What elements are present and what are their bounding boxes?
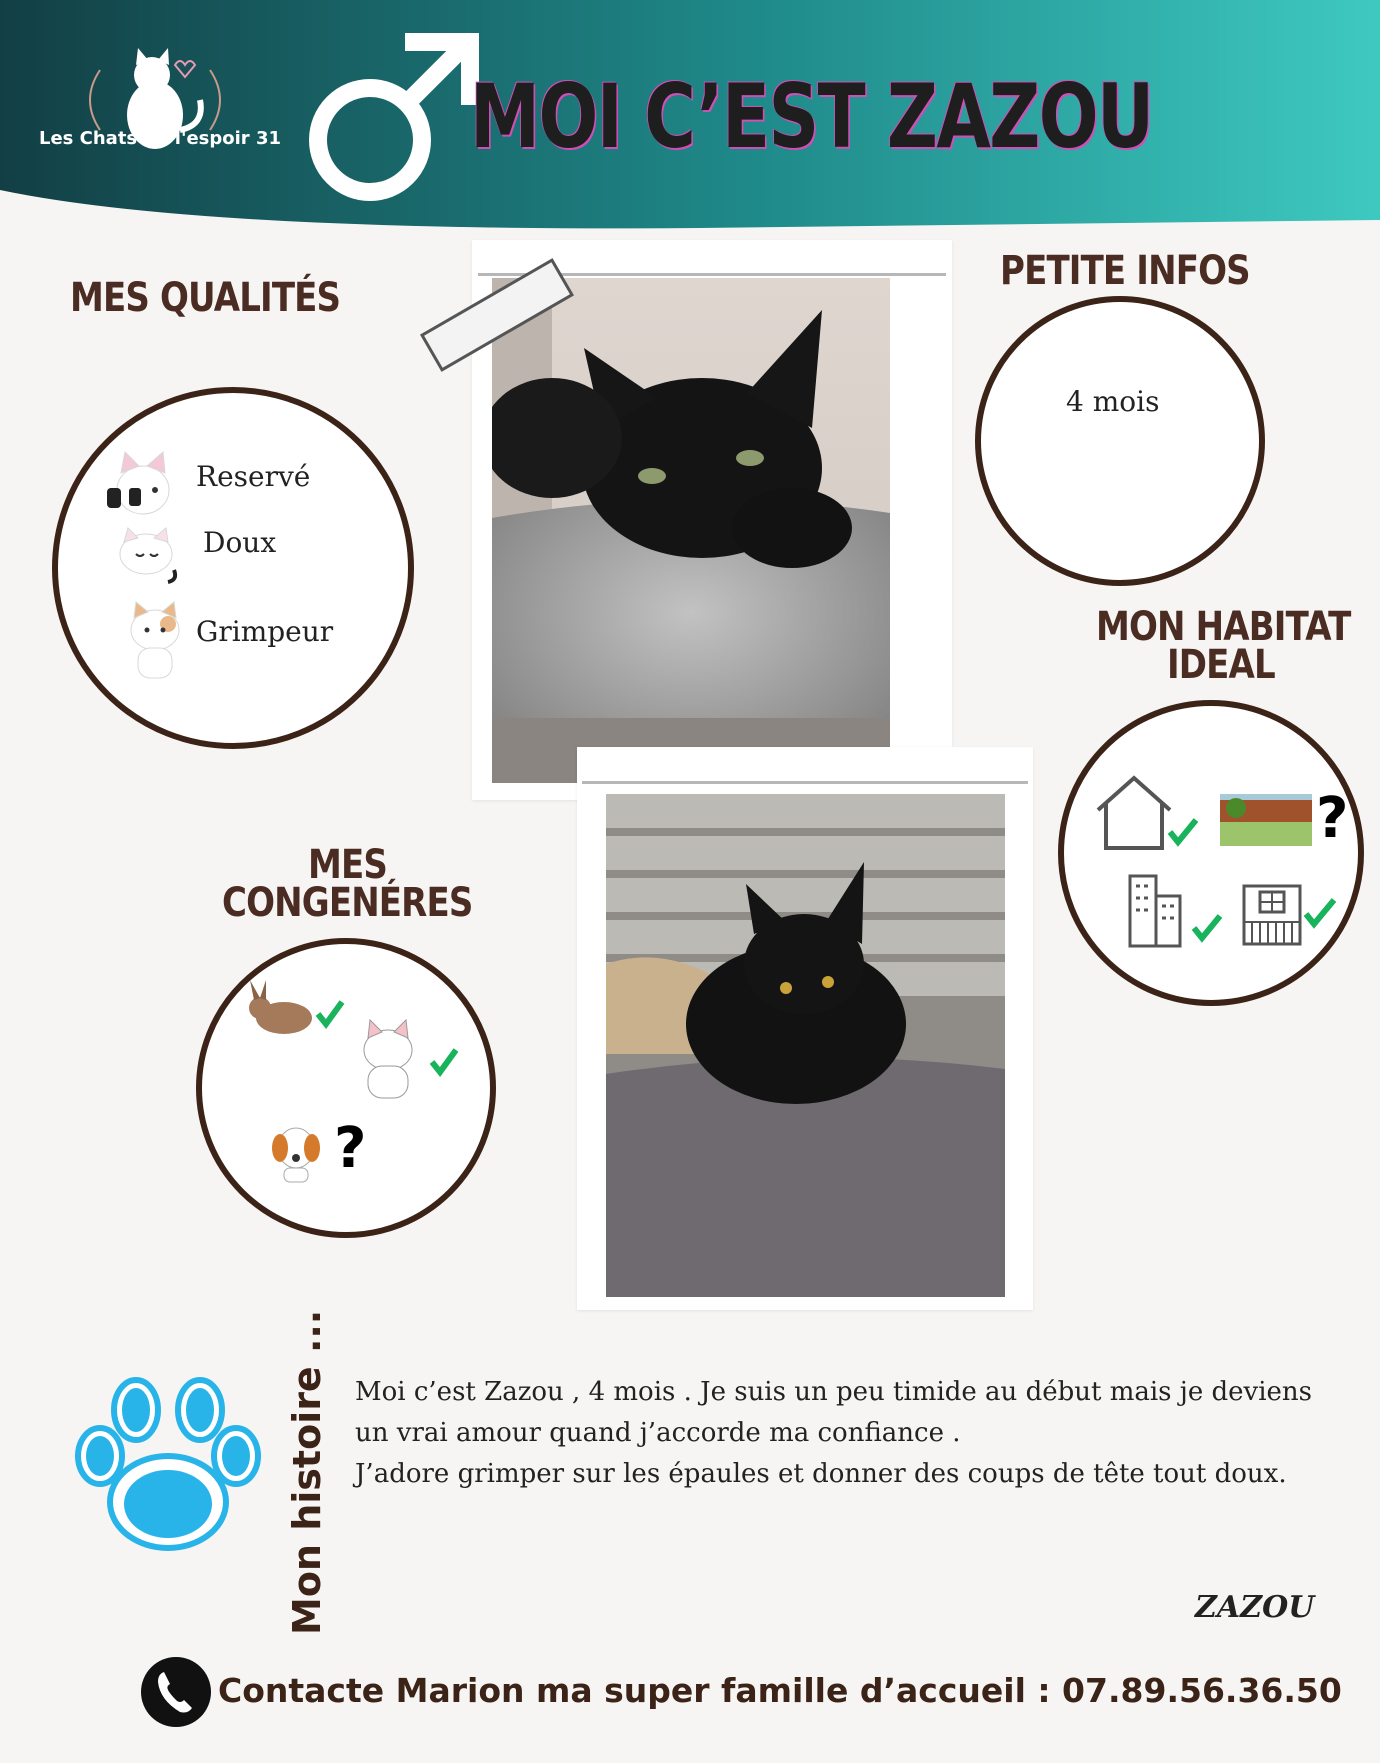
quality-doux: Doux: [203, 526, 277, 559]
habitat-circle: [1058, 700, 1364, 1006]
dog-icon: [270, 1124, 322, 1184]
infos-circle: [975, 296, 1265, 586]
cat-photo-sitting: [606, 794, 1005, 1297]
shy-cat-icon: [105, 448, 175, 522]
habitat-balcony-status: [1310, 908, 1311, 909]
tape-decoration: [412, 250, 582, 380]
habitat-heading-line1: MON HABITAT: [1096, 604, 1351, 650]
house-icon: [1090, 770, 1210, 850]
phone-icon: [140, 1656, 212, 1728]
habitat-heading-line2: IDEAL: [1167, 642, 1275, 688]
photo-frame-2-rule: [582, 781, 1028, 784]
congeneres-rabbit-status: [330, 1020, 331, 1021]
congeneres-cat-status: [440, 1060, 441, 1061]
cat-icon: [354, 1018, 466, 1102]
congeneres-heading-line1: MES: [308, 842, 387, 888]
qualites-heading: MES QUALITÉS: [70, 275, 341, 321]
paw-icon: [66, 1368, 271, 1568]
qualites-circle: [52, 387, 414, 749]
story-line-2: un vrai amour quand j’accorde ma confiance .: [355, 1418, 961, 1448]
story-line-1: Moi c’est Zazou , 4 mois . Je suis un peu timide au début mais je deviens: [355, 1377, 1312, 1407]
habitat-house-status: [1168, 818, 1169, 819]
quality-reserve: Reservé: [196, 460, 311, 493]
male-symbol-icon: [300, 30, 480, 210]
info-age: 4 mois: [1066, 385, 1160, 418]
habitat-building-status: [1200, 908, 1201, 909]
brand-name: Les Chats de l'espoir 31: [39, 128, 281, 149]
habitat-garden-status: ?: [1316, 786, 1349, 851]
congeneres-heading-line2: CONGENÉRES: [222, 880, 473, 926]
building-icon: [1126, 872, 1236, 948]
story-line-3: J’adore grimper sur les épaules et donner des coups de tête tout doux.: [355, 1459, 1287, 1489]
climber-cat-icon: [122, 600, 188, 682]
apartment-balcony-icon: [1238, 880, 1344, 948]
story-text: [355, 1372, 1325, 1495]
page-title: MOI C’EST ZAZOU: [470, 65, 1153, 168]
gentle-cat-icon: [112, 524, 182, 590]
garden-icon: [1218, 790, 1314, 850]
infos-heading: PETITE INFOS: [1000, 248, 1250, 294]
contact-text: Contacte Marion ma super famille d’accueil : 07.89.56.36.50: [218, 1671, 1342, 1710]
rabbit-icon: [246, 978, 356, 1038]
story-side-title: Mon histoire ...: [285, 1309, 329, 1635]
story-signature: ZAZOU: [1195, 1590, 1315, 1625]
congeneres-dog-status: ?: [334, 1116, 367, 1181]
quality-grimpeur: Grimpeur: [196, 615, 334, 648]
